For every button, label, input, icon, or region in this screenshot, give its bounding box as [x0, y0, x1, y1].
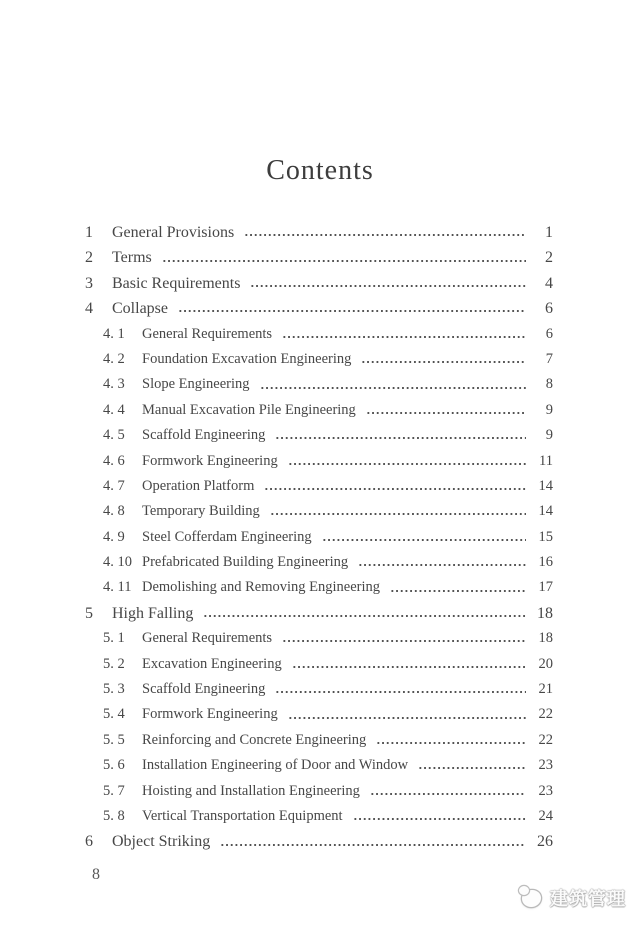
toc-entry: [85, 427, 553, 452]
toc-entry-title: Steel Cofferdam Engineering: [142, 528, 312, 545]
toc-entry-title: Collapse: [112, 300, 168, 318]
toc-entry: [85, 326, 553, 351]
toc-entry-page: 6: [545, 325, 553, 342]
toc-entry-title: Reinforcing and Concrete Engineering: [142, 731, 367, 748]
dot-leader: [250, 284, 526, 288]
toc-entry-page: 4: [545, 274, 553, 292]
dot-leader: [370, 792, 526, 796]
toc-entry-page: 14: [538, 477, 553, 494]
toc-entry-page: 6: [545, 300, 553, 318]
toc-entry: [85, 300, 553, 325]
toc-entry: [85, 656, 553, 681]
toc-entry-number: 5. 4: [103, 706, 125, 723]
toc-entry-page: 1: [545, 224, 553, 241]
dot-leader: [361, 360, 526, 364]
dot-leader: [220, 843, 526, 847]
toc-entry-number: 1: [85, 224, 93, 241]
dot-leader: [264, 487, 526, 491]
toc-entry-title: General Requirements: [142, 325, 273, 342]
dot-leader: [282, 335, 526, 339]
dot-leader: [390, 589, 526, 593]
dot-leader: [288, 462, 526, 466]
toc-entry-title: Operation Platform: [142, 477, 255, 494]
page-title: Contents: [266, 155, 374, 186]
toc-entry: [85, 732, 553, 757]
dot-leader: [178, 309, 526, 313]
toc-entry: [85, 579, 553, 604]
toc-entry-title: Formwork Engineering: [142, 452, 278, 469]
toc-entry-page: 2: [545, 249, 553, 267]
watermark-logo-icon: [519, 886, 545, 910]
dot-leader: [418, 766, 526, 770]
toc-entry-title: Vertical Transportation Equipment: [142, 807, 343, 824]
toc-entry-page: 23: [538, 782, 553, 799]
toc-entry: [85, 453, 553, 478]
dot-leader: [270, 512, 526, 516]
toc-entry: [85, 402, 553, 427]
toc-entry-page: 24: [538, 807, 553, 824]
toc-entry-title: High Falling: [112, 604, 194, 622]
dot-leader: [162, 259, 526, 263]
toc-entry-page: 15: [538, 528, 553, 545]
toc-entry-number: 4. 7: [103, 477, 125, 494]
toc-entry: [85, 275, 553, 300]
toc-entry-number: 4. 5: [103, 427, 125, 444]
toc-entry-number: 6: [85, 833, 93, 851]
dot-leader: [275, 690, 526, 694]
toc-entry: [85, 630, 553, 655]
toc-entry-number: 4. 10: [103, 554, 132, 571]
toc-entry-page: 16: [538, 554, 553, 571]
toc-entry-page: 17: [538, 579, 553, 596]
toc-entry-title: Formwork Engineering: [142, 706, 278, 723]
toc-entry-page: 14: [538, 503, 553, 520]
toc-entry: [85, 376, 553, 401]
toc-entry: [85, 681, 553, 706]
toc-entry-page: 23: [538, 757, 553, 774]
toc-entry-number: 5. 2: [103, 655, 125, 672]
toc-entry: [85, 478, 553, 503]
toc-entry-title: Installation Engineering of Door and Window: [142, 757, 409, 774]
toc-entry-page: 26: [537, 833, 553, 851]
toc-entry-title: General Requirements: [142, 630, 273, 647]
toc-entry-number: 4: [85, 300, 93, 318]
toc-entry-number: 5. 5: [103, 731, 125, 748]
dot-leader: [260, 386, 526, 390]
toc-entry: [85, 757, 553, 782]
toc-entry-title: Foundation Excavation Engineering: [142, 350, 352, 367]
dot-leader: [282, 639, 526, 643]
toc-entry-page: 20: [538, 655, 553, 672]
toc-entry-page: 18: [537, 604, 553, 622]
toc-entry-title: Hoisting and Installation Engineering: [142, 782, 360, 799]
toc-entry-title: Demolishing and Removing Engineering: [142, 579, 381, 596]
toc-entry-title: General Provisions: [112, 224, 235, 241]
toc-entry-title: Manual Excavation Pile Engineering: [142, 401, 356, 418]
toc-entry-number: 4. 11: [103, 579, 132, 596]
toc-entry-page: 9: [545, 401, 553, 418]
dot-leader: [288, 716, 526, 720]
toc-entry-number: 5. 8: [103, 807, 125, 824]
toc-entry-title: Object Striking: [112, 833, 211, 851]
toc-entry-number: 4. 3: [103, 376, 125, 393]
toc-entry-number: 5. 6: [103, 757, 125, 774]
toc-entry-title: Prefabricated Building Engineering: [142, 554, 349, 571]
toc-entry-number: 4. 6: [103, 452, 125, 469]
toc-entry-page: 21: [538, 681, 553, 698]
watermark: [519, 885, 626, 911]
dot-leader: [292, 665, 526, 669]
toc-entry: [85, 249, 553, 274]
toc-entry: [85, 783, 553, 808]
toc-entry: [85, 529, 553, 554]
toc-entry-number: 4. 2: [103, 350, 125, 367]
dot-leader: [203, 614, 526, 618]
toc-entry-page: 9: [545, 427, 553, 444]
toc-entry-page: 22: [538, 731, 553, 748]
toc-entry-page: 11: [539, 452, 553, 469]
toc-entry-number: 4. 9: [103, 528, 125, 545]
toc-entry-page: 22: [538, 706, 553, 723]
toc-entry-title: Terms: [112, 249, 152, 267]
dot-leader: [366, 411, 526, 415]
dot-leader: [322, 538, 526, 542]
dot-leader: [244, 233, 526, 237]
toc-entry-title: Excavation Engineering: [142, 655, 282, 672]
dot-leader: [358, 563, 526, 567]
dot-leader: [353, 817, 526, 821]
toc-entry: [85, 706, 553, 731]
table-of-contents: [85, 224, 553, 859]
toc-entry-title: Scaffold Engineering: [142, 427, 266, 444]
toc-entry: [85, 351, 553, 376]
toc-entry-page: 8: [545, 376, 553, 393]
toc-entry-number: 5: [85, 604, 93, 622]
toc-entry-number: 5. 1: [103, 630, 125, 647]
toc-entry-page: 7: [545, 350, 553, 367]
toc-entry-number: 5. 3: [103, 681, 125, 698]
toc-entry-number: 3: [85, 274, 93, 292]
dot-leader: [376, 741, 526, 745]
toc-entry: [85, 224, 553, 249]
dot-leader: [275, 436, 526, 440]
toc-entry: [85, 554, 553, 579]
toc-entry-number: 4. 1: [103, 325, 125, 342]
toc-entry: [85, 605, 553, 630]
toc-entry-title: Slope Engineering: [142, 376, 250, 393]
toc-entry-number: 4. 8: [103, 503, 125, 520]
toc-entry-title: Basic Requirements: [112, 274, 241, 292]
toc-entry-number: 4. 4: [103, 401, 125, 418]
toc-entry-page: 18: [538, 630, 553, 647]
watermark-label: 建筑管理: [550, 889, 626, 910]
toc-entry-number: 2: [85, 249, 93, 267]
toc-entry: [85, 808, 553, 833]
toc-entry-title: Temporary Building: [142, 503, 260, 520]
folio-page-number: 8: [92, 866, 100, 883]
toc-entry-title: Scaffold Engineering: [142, 681, 266, 698]
toc-entry-number: 5. 7: [103, 782, 125, 799]
toc-entry: [85, 503, 553, 528]
toc-entry: [85, 833, 553, 858]
